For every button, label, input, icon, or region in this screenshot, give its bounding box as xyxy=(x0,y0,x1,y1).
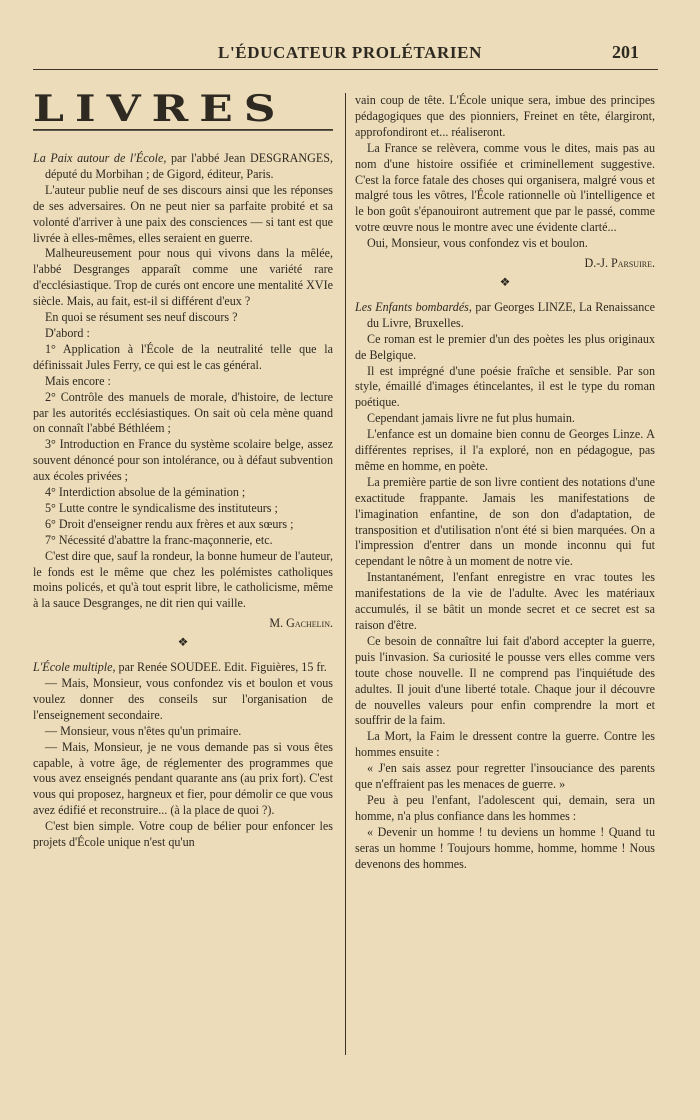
paragraph: En quoi se résument ses neuf discours ? xyxy=(45,310,238,325)
paragraph: Ce besoin de connaître lui fait d'abord accepter la guerre, puis l'invasion. Sa curiosité le pousse vers elles comme vers toute chose nouvelle. Il ne comprend pas l'inquiétude des adultes. Il jouit d'une liberté totale. Chaque jour il découvre de nouvelles valeurs pour enfin comprendre la mort et souffrir de la faim. xyxy=(355,633,655,728)
paragraph: Cependant jamais livre ne fut plus humain. xyxy=(367,411,575,426)
book-title: La Paix autour de l'École, xyxy=(33,151,167,165)
column-divider xyxy=(345,93,346,1055)
section-heading: LIVRES xyxy=(33,93,333,131)
review-citation xyxy=(33,151,333,183)
book-title: Les Enfants bombardés, xyxy=(355,299,472,314)
header-rule xyxy=(33,69,658,70)
page-number: 201 xyxy=(612,42,639,62)
list-item: 2° Contrôle des manuels de morale, d'histoire, de lecture par les autorités ecclésiastiques. On sait où cela mène quand on connaît l'abbé Béthléem ; xyxy=(33,389,333,436)
paragraph: Peu à peu l'enfant, l'adolescent qui, demain, sera un homme, n'a plus confiance dans les hommes : xyxy=(355,792,655,823)
book-details: par l'abbé Jean DESGRANGES, député du Morbihan ; de Gigord, éditeur, Paris. xyxy=(45,151,333,181)
paragraph: — Mais, Monsieur, je ne vous demande pas si vous êtes capable, à votre âge, de réglementer des programmes que vous avez enseignés pendant quarante ans (au prix fort). C'est vous qui proposez, hargneux et fier, pour démolir ce que vous avez édifié et reconstruire... (à la place de quoi ?). xyxy=(33,739,333,818)
list-item: 4° Interdiction absolue de la gémination ; xyxy=(45,485,246,500)
paragraph: La Mort, la Faim le dressent contre la guerre. Contre les hommes ensuite : xyxy=(355,729,655,760)
signature: M. Gachelin. xyxy=(269,616,333,631)
list-item: 3° Introduction en France du système scolaire belge, assez souvent dénoncé pour son intolérance, ou à défaut subvention aux écoles privées ; xyxy=(33,437,333,484)
review-citation xyxy=(355,300,655,332)
paragraph: L'auteur publie neuf de ses discours ainsi que les réponses de ses adversaires. On ne peut nier sa parfaite probité et sa volonté d'arriver à une paix des consciences — si tant est que livrée à elles-mêmes, elles seraient en guerre. xyxy=(33,182,333,245)
list-item: 6° Droit d'enseigner rendu aux frères et aux sœurs ; xyxy=(45,516,294,531)
running-header-title: L'ÉDUCATEUR PROLÉTARIEN xyxy=(218,43,482,62)
list-item: 7° Nécessité d'abattre la franc-maçonnerie, etc. xyxy=(45,532,273,547)
list-item: 5° Lutte contre le syndicalisme des instituteurs ; xyxy=(45,500,278,515)
book-title: L'École multiple, xyxy=(33,660,116,675)
signature: D.-J. Parsuire. xyxy=(584,256,655,271)
review-citation xyxy=(33,660,333,676)
paragraph: La France se relèvera, comme vous le dites, mais pas au nom d'une histoire ossifiée et criminellement suggestive. C'est la force fatale des choses qui organisera, malgré vous et malgré tous les vôtres, l'École rationnelle où l'intelligence et le bon goût s'épanouiront autrement que par le passé, comme votre œuvre nous le montre avec une évidente clarté... xyxy=(355,140,655,235)
quotation: « Devenir un homme ! tu deviens un homme ! Quand tu seras un homme ! Toujours homme, homme, homme ! Nous devenons des hommes. xyxy=(355,824,655,871)
paragraph: Malheureusement pour nous qui vivons dans la mêlée, l'abbé Desgranges apparaît comme une variété rare d'ecclésiastique. Trop de curés ont encore une mentalité XVIe siècle. Mais, au fait, est-il si différent d'eux ? xyxy=(33,246,333,309)
paragraph: La première partie de son livre contient des notations d'une exactitude frappante. Jamais les manifestations de l'imagination enfantine, de son don d'adaptation, de transposition et d'utilisation n'ont été si bien marquées. On a l'impression d'entrer dans un monde inconnu qui fut cependant le nôtre à un moment de notre vie. xyxy=(355,474,655,569)
paragraph: Ce roman est le premier d'un des poètes les plus originaux de Belgique. xyxy=(355,331,655,362)
book-details: par Renée SOUDEE. Edit. Figuières, 15 fr. xyxy=(115,660,327,675)
left-column xyxy=(33,88,333,851)
paragraph: vain coup de tête. L'École unique sera, imbue des principes pédagogiques que des pionniers, Freinet en tête, élargiront, approfondiront et... réaliseront. xyxy=(355,93,655,139)
paragraph: C'est bien simple. Votre coup de bélier pour enfoncer les projets d'École unique n'est qu'un xyxy=(33,819,333,850)
book-details: par Georges LINZE, La Renaissance du Livre, Bruxelles. xyxy=(367,299,655,330)
list-item: 1° Application à l'École de la neutralité telle que la définissait Jules Ferry, ce qui est le cas général. xyxy=(33,341,333,372)
right-column xyxy=(355,93,655,873)
paragraph: C'est dire que, sauf la rondeur, la bonne humeur de l'auteur, le fonds est le même que chez les polémistes catholiques moins policés, et qu'à tout esprit libre, le catholicisme, même à la sauce Desgranges, ne dit rien qui vaille. xyxy=(33,548,333,611)
paragraph: — Mais, Monsieur, vous confondez vis et boulon et vous voulez donner des conseils sur l'organisation de l'enseignement secondaire. xyxy=(33,676,333,722)
paragraph: Oui, Monsieur, vous confondez vis et boulon. xyxy=(367,236,588,251)
paragraph: L'enfance est un domaine bien connu de Georges Linze. A différentes reprises, il l'a exploré, non en pédagogue, pas même en homme, en poète. xyxy=(355,427,655,473)
paragraph: Mais encore : xyxy=(45,373,111,388)
paragraph: — Monsieur, vous n'êtes qu'un primaire. xyxy=(45,723,242,738)
paragraph: D'abord : xyxy=(45,325,90,340)
ornament-icon: ❖ xyxy=(177,635,189,650)
ornament-icon: ❖ xyxy=(499,274,511,289)
quotation: « J'en sais assez pour regretter l'insouciance des parents que n'effraient pas les menaces de guerre. » xyxy=(355,761,655,792)
paragraph: Il est imprégné d'une poésie fraîche et sensible. Par son style, émaillé d'images étincelantes, il est le type du roman poétique. xyxy=(355,363,655,410)
paragraph: Instantanément, l'enfant enregistre en vrac toutes les manifestations de la vie de l'adulte. Avec les matériaux accumulés, il se bâtit un monde secret et ce secret est sa raison d'être. xyxy=(355,570,655,632)
